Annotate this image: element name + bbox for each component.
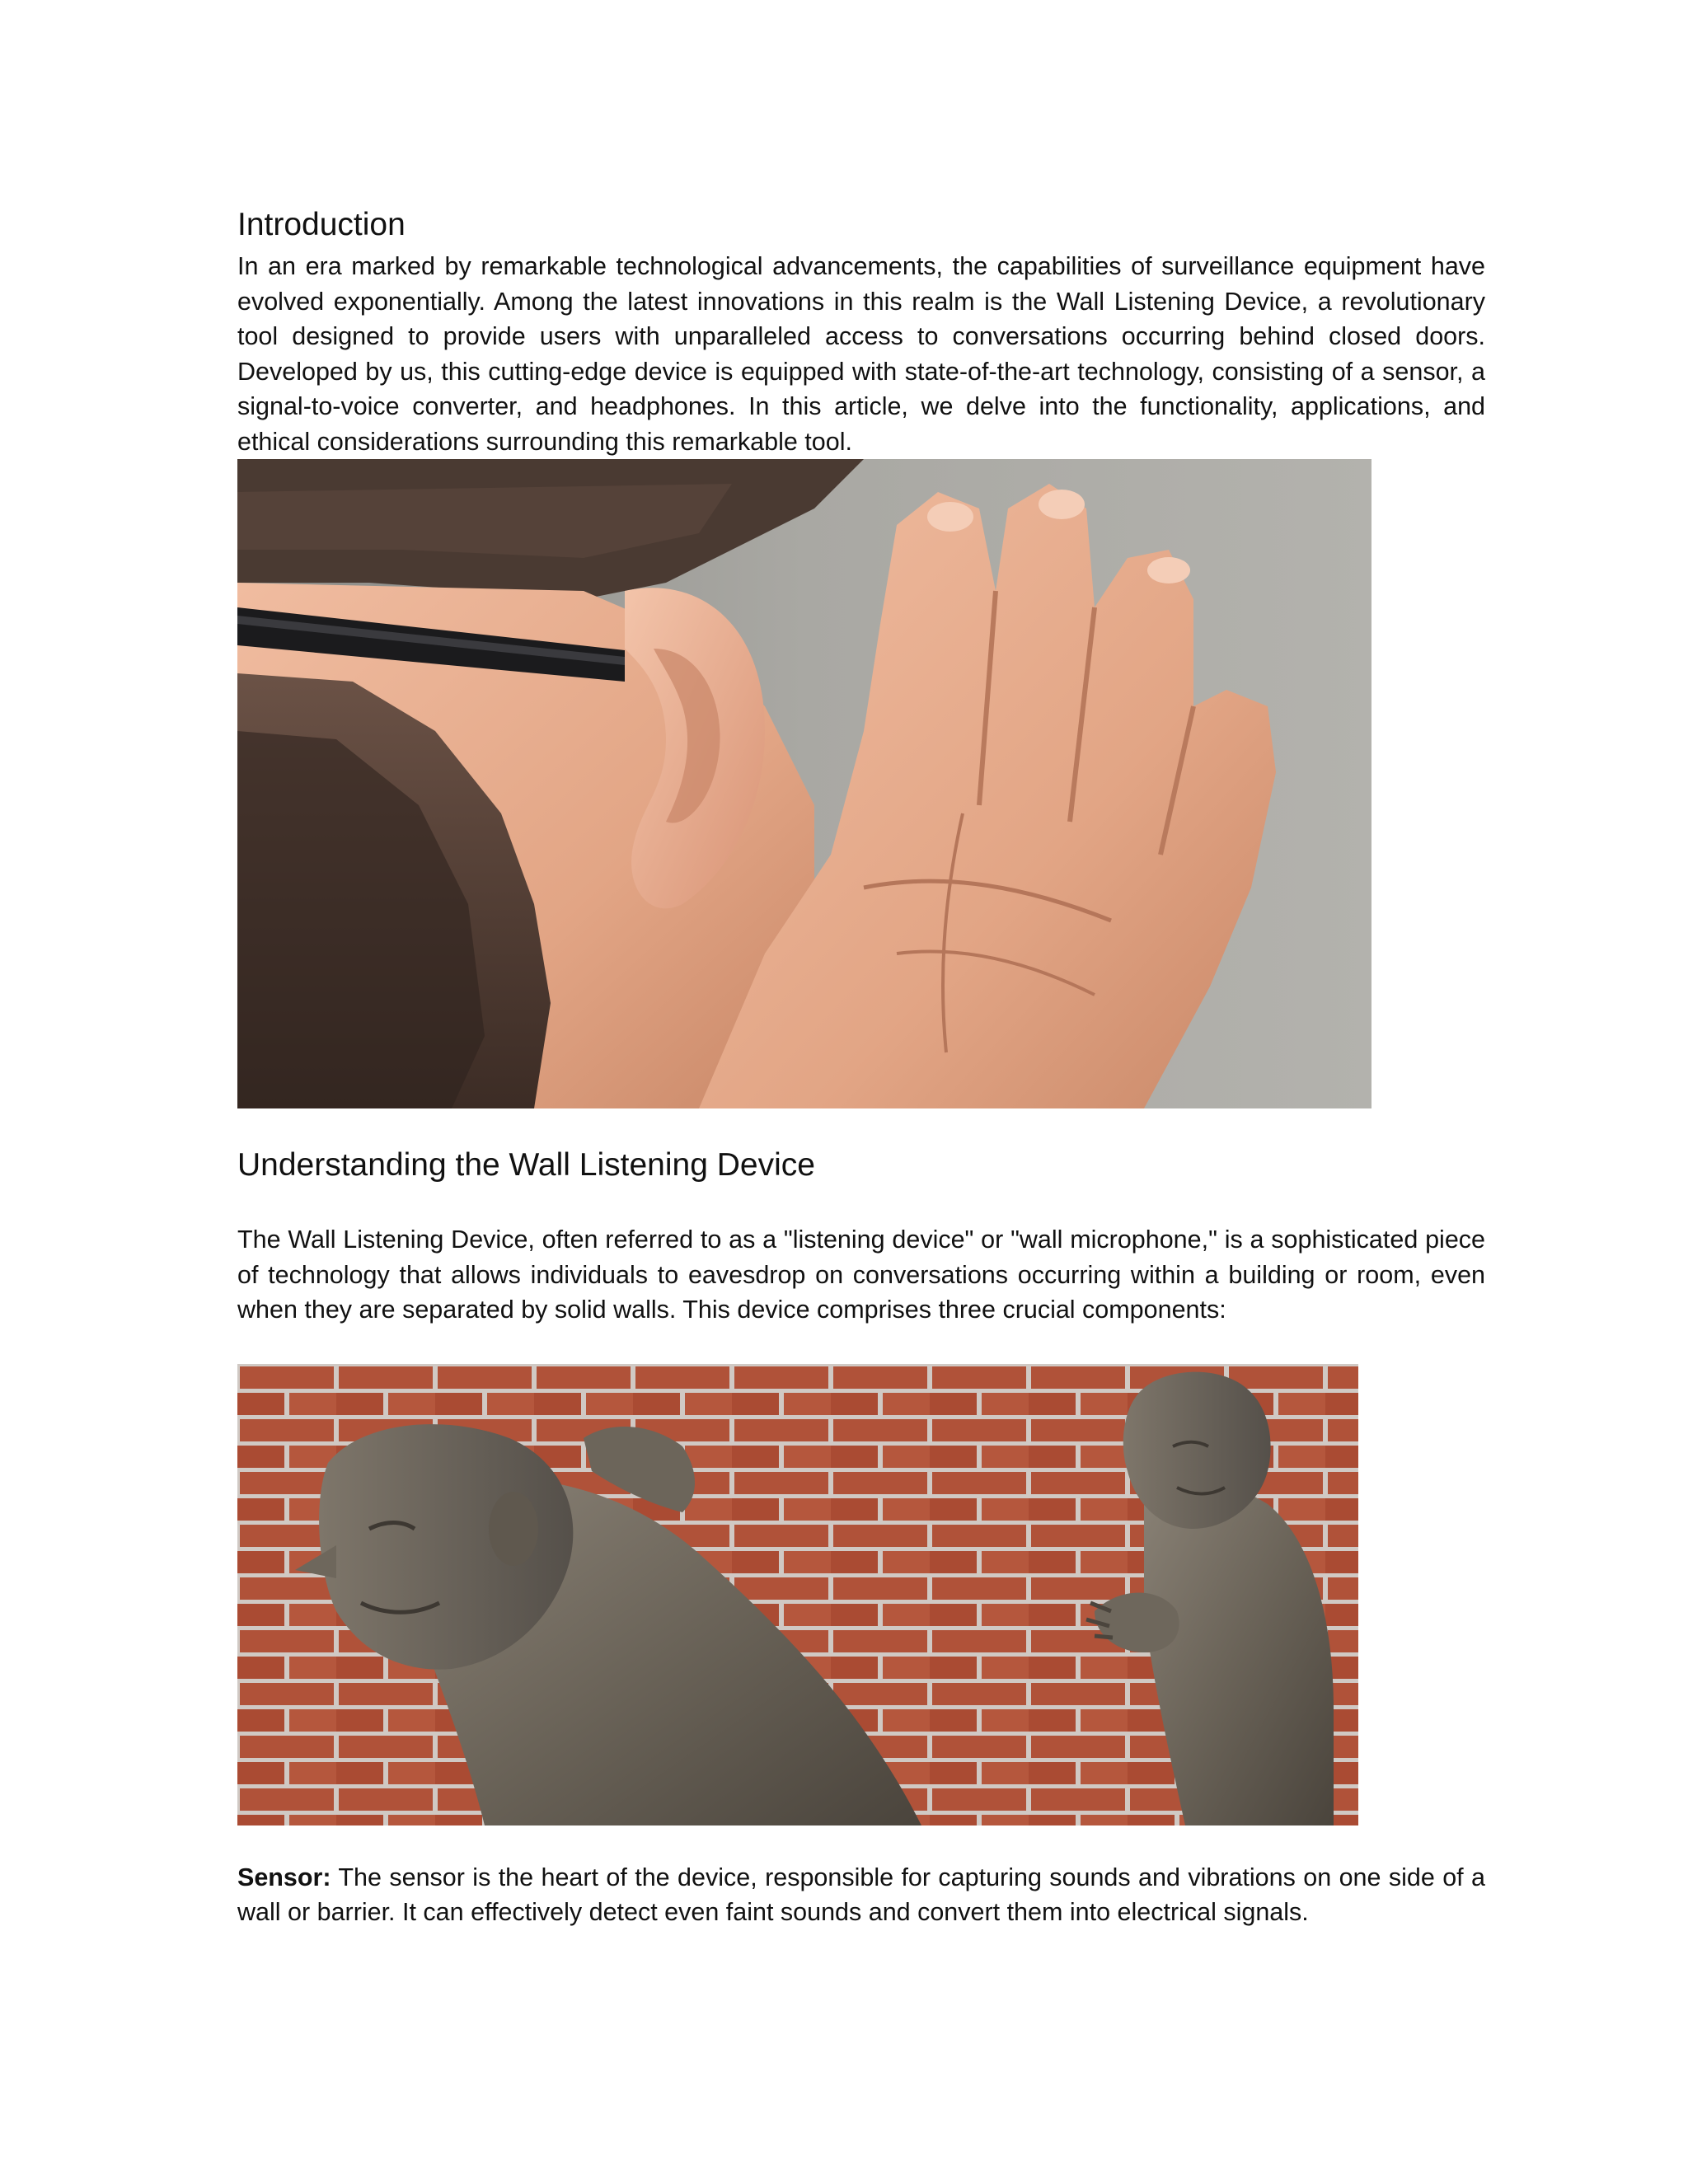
sensor-text: The sensor is the heart of the device, responsible for capturing sounds and vibrations on one side of a wall or barrier. It can effectively detect even faint sounds and convert them into electrical signals. [237,1863,1485,1926]
understanding-heading: Understanding the Wall Listening Device [237,1147,815,1183]
understanding-paragraph: The Wall Listening Device, often referred to as a "listening device" or "wall microphone," is a sophisticated piece of technology that allows individuals to eavesdrop on conversations occurring within a building or room, even when they are separated by solid walls. This device comprises three crucial components: [237,1226,1485,1324]
intro-heading: Introduction [237,207,406,242]
statues-listening-wall-photo [237,1364,1358,1825]
sensor-label: Sensor: [237,1863,331,1891]
intro-paragraph: In an era marked by remarkable technological advancements, the capabilities of surveillance equipment have evolved exponentially. Among the latest innovations in this realm is the Wall Listening Device, a revolutionary tool designed to provide users with unparalleled access to conversations occurring behind closed doors. Developed by us, this cutting-edge device is equipped with state-of-the-art technology, consisting of a sensor, a signal-to-voice converter, and headphones. In this article, we delve into the functionality, applications, and ethical considerations surrounding this remarkable tool. [237,252,1485,456]
sensor-paragraph [237,1860,1485,1930]
document-content [237,201,1485,1930]
ear-listening-photo [237,459,1372,1108]
